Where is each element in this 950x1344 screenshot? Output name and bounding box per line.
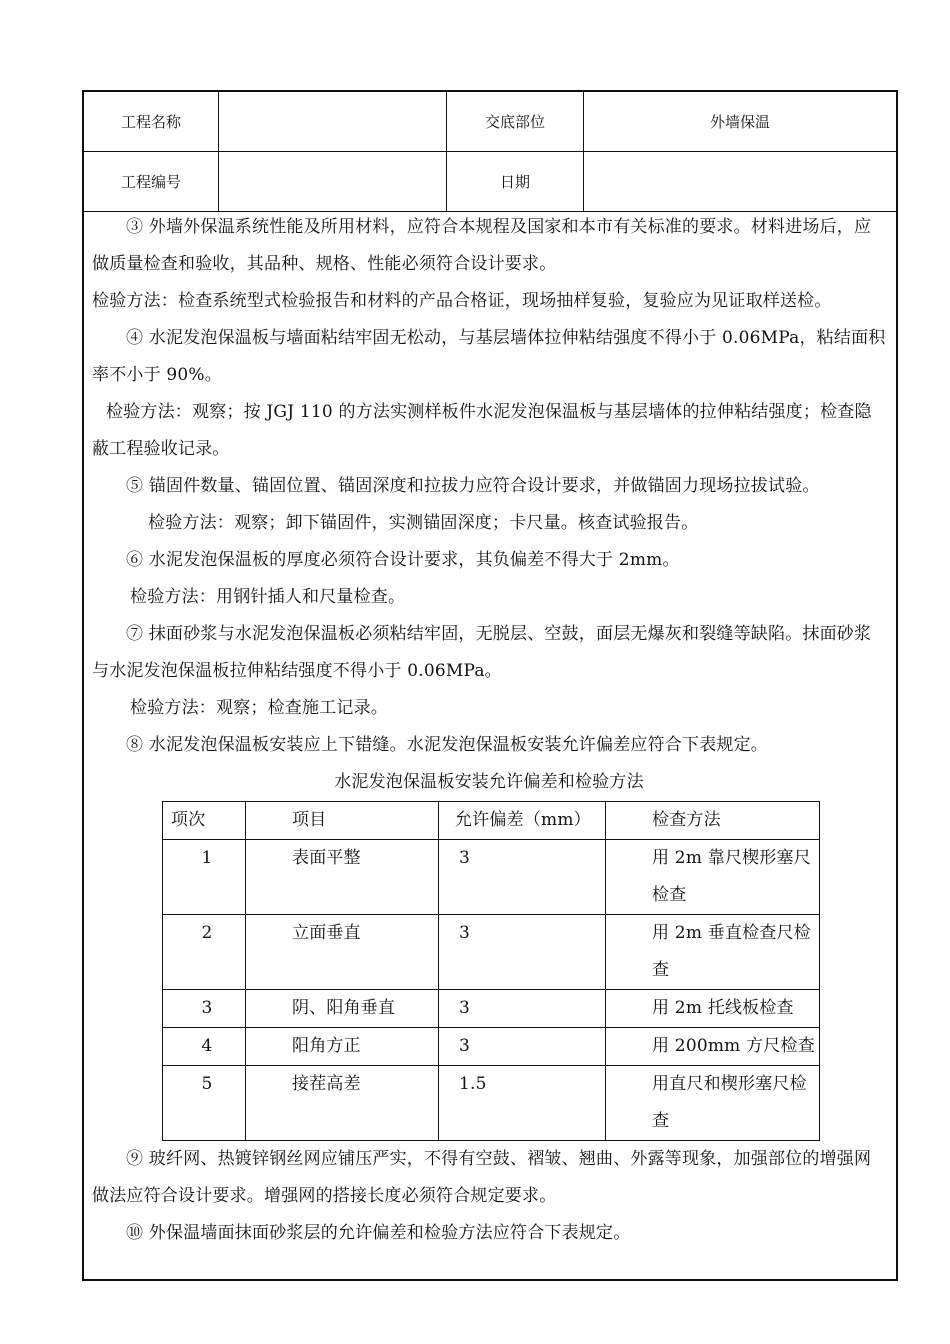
- deviation-table: [162, 801, 820, 1141]
- document-frame: [82, 90, 898, 1281]
- header-table: [84, 92, 896, 212]
- paragraph-5: ⑤ 锚固件数量、锚固位置、锚固深度和拉拔力应符合设计要求，并做锚固力现场拉拔试验。: [126, 476, 820, 496]
- cell-no: 5: [163, 1066, 246, 1141]
- project-no-label: 工程编号: [84, 152, 219, 212]
- cell-deviation: 3: [439, 990, 606, 1028]
- paragraph-7-method: 检验方法：观察；检查施工记录。: [130, 698, 388, 718]
- cell-method: 用 200mm 方尺检查: [606, 1028, 820, 1066]
- paragraph-8: ⑧ 水泥发泡保温板安装应上下错缝。水泥发泡保温板安装允许偏差应符合下表规定。: [126, 735, 769, 755]
- header-cell-no: 项次: [163, 802, 246, 840]
- document-body: [92, 209, 886, 1252]
- cell-item: 接茬高差: [246, 1066, 439, 1141]
- paragraph-7: ⑦ 抹面砂浆与水泥发泡保温板必须粘结牢固，无脱层、空鼓，面层无爆灰和裂缝等缺陷。抹面砂浆与水泥发泡保温板拉伸粘结强度不得小于 0.06MPa。: [92, 624, 872, 681]
- cell-item: 阴、阳角垂直: [246, 990, 439, 1028]
- cell-no: 1: [163, 840, 246, 915]
- cell-item: 阳角方正: [246, 1028, 439, 1066]
- table-row: [163, 840, 820, 915]
- cell-no: 3: [163, 990, 246, 1028]
- date-label: 日期: [447, 152, 584, 212]
- table-row: [163, 1028, 820, 1066]
- cell-deviation: 3: [439, 1028, 606, 1066]
- paragraph-4-method: 检验方法：观察；按 JGJ 110 的方法实测样板件水泥发泡保温板与基层墙体的拉伸粘结强度；检查隐蔽工程验收记录。: [92, 402, 872, 459]
- part-label: 交底部位: [447, 92, 584, 152]
- cell-item: 表面平整: [246, 840, 439, 915]
- paragraph-10: ⑩ 外保温墙面抹面砂浆层的允许偏差和检验方法应符合下表规定。: [126, 1223, 631, 1243]
- paragraph-3: ③ 外墙外保温系统性能及所用材料，应符合本规程及国家和本市有关标准的要求。材料进场后，应做质量检查和验收，其品种、规格、性能必须符合设计要求。: [92, 217, 872, 274]
- paragraph-9: ⑨ 玻纤网、热镀锌钢丝网应铺压严实，不得有空鼓、褶皱、翘曲、外露等现象，加强部位的增强网做法应符合设计要求。增强网的搭接长度必须符合规定要求。: [92, 1149, 872, 1206]
- date-value: [584, 152, 897, 212]
- project-name-value: [219, 92, 447, 152]
- paragraph-6: ⑥ 水泥发泡保温板的厚度必须符合设计要求，其负偏差不得大于 2mm。: [126, 550, 680, 570]
- project-name-label: 工程名称: [84, 92, 219, 152]
- cell-deviation: 3: [439, 840, 606, 915]
- cell-no: 4: [163, 1028, 246, 1066]
- cell-method: 用直尺和楔形塞尺检查: [606, 1066, 820, 1141]
- paragraph-5-method: 检验方法：观察；卸下锚固件，实测锚固深度；卡尺量。核查试验报告。: [148, 513, 699, 533]
- cell-method: 用 2m 托线板检查: [606, 990, 820, 1028]
- header-cell-item: 项目: [246, 802, 439, 840]
- cell-deviation: 3: [439, 915, 606, 990]
- paragraph-4: ④ 水泥发泡保温板与墙面粘结牢固无松动，与基层墙体拉伸粘结强度不得小于 0.06MPa，粘结面积率不小于 90%。: [92, 328, 886, 385]
- cell-item: 立面垂直: [246, 915, 439, 990]
- table-caption: 水泥发泡保温板安装允许偏差和检验方法: [334, 772, 644, 792]
- header-cell-deviation: 允许偏差（mm）: [439, 802, 606, 840]
- table-header-row: [163, 802, 820, 840]
- project-no-value: [219, 152, 447, 212]
- header-cell-method: 检查方法: [606, 802, 820, 840]
- table-row: [163, 990, 820, 1028]
- cell-method: 用 2m 靠尺楔形塞尺检查: [606, 840, 820, 915]
- table-row: [163, 1066, 820, 1141]
- part-value: 外墙保温: [584, 92, 897, 152]
- cell-deviation: 1.5: [439, 1066, 606, 1141]
- paragraph-6-method: 检验方法：用钢针插人和尺量检查。: [130, 587, 406, 607]
- cell-method: 用 2m 垂直检查尺检查: [606, 915, 820, 990]
- paragraph-3-method: 检验方法：检查系统型式检验报告和材料的产品合格证，现场抽样复验，复验应为见证取样送检。: [92, 291, 832, 311]
- cell-no: 2: [163, 915, 246, 990]
- table-row: [163, 915, 820, 990]
